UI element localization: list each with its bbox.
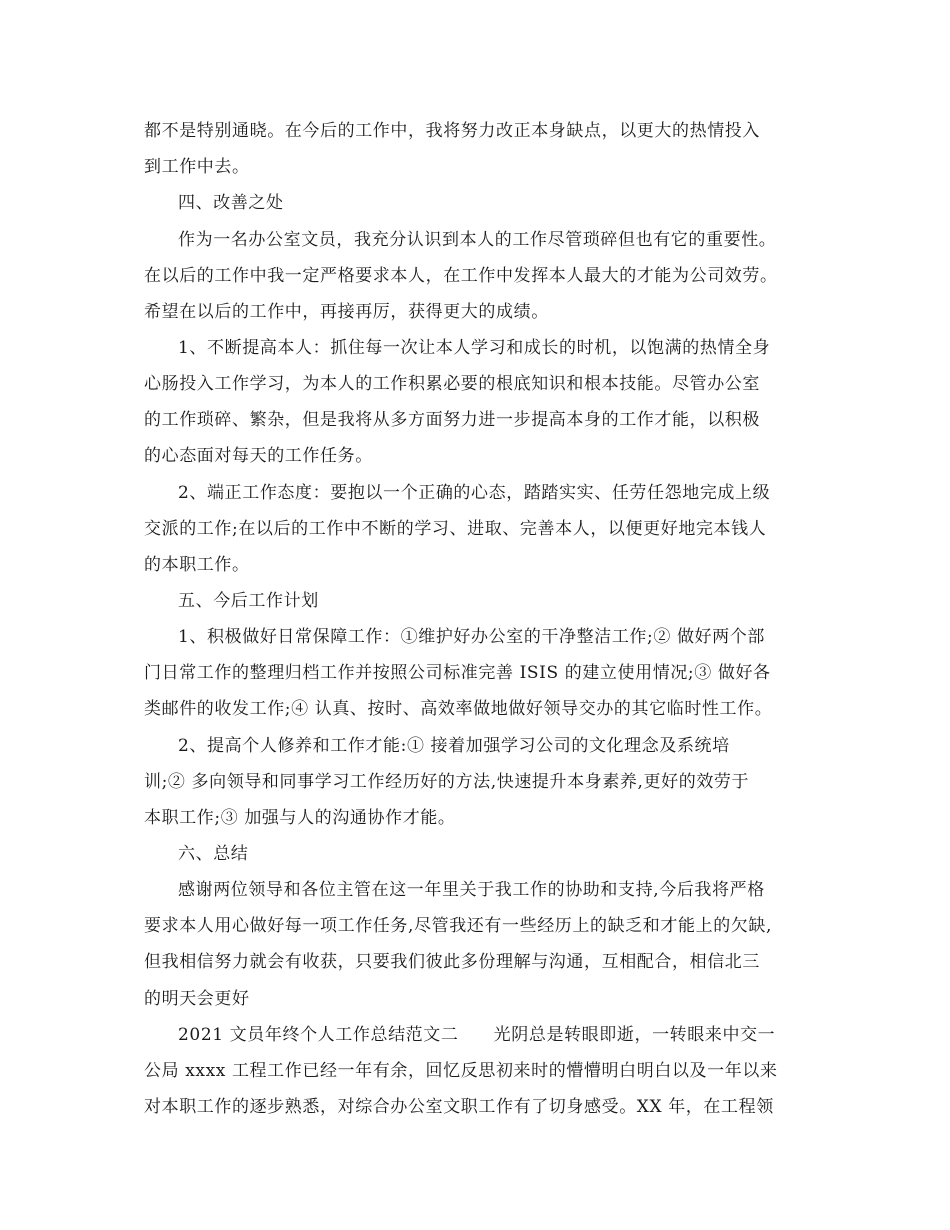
text-line: 本职工作;③ 加强与人的沟通协作才能。 <box>144 808 456 828</box>
text-line: 公局 xxxx 工程工作已经一年有余，回忆反思初来时的懵懵明白明白以及一年以来 <box>144 1061 778 1081</box>
text-line: 的工作琐碎、繁杂，但是我将从多方面努力进一步提高本身的工作才能，以积极 <box>144 410 760 430</box>
text-line: 1、积极做好日常保障工作：①维护好办公室的干净整洁工作;② 做好两个部 <box>178 627 765 647</box>
text-line: 对本职工作的逐步熟悉，对综合办公室文职工作有了切身感受。XX 年，在工程领 <box>144 1097 774 1117</box>
text-line: 都不是特别通晓。在今后的工作中，我将努力改正本身缺点，以更大的热情投入 <box>144 121 760 141</box>
text-line: 的明天会更好 <box>144 989 250 1009</box>
text-line: 2、端正工作态度：要抱以一个正确的心态，踏踏实实、任劳任怨地完成上级 <box>178 483 771 503</box>
text-line: 交派的工作;在以后的工作中不断的学习、进取、完善本人，以便更好地完本钱人 <box>144 519 767 539</box>
section-heading: 五、今后工作计划 <box>178 591 319 611</box>
text-line: 2、提高个人修养和工作才能:① 接着加强学习公司的文化理念及系统培 <box>178 736 730 756</box>
text-line: 训;② 多向领导和同事学习工作经历好的方法,快速提升本身素养,更好的效劳于 <box>144 772 750 792</box>
text-line: 2021 文员年终个人工作总结范文二 光阴总是转眼即逝，一转眼来中交一 <box>178 1025 776 1045</box>
text-line: 感谢两位领导和各位主管在这一年里关于我工作的协助和支持,今后我将严格 <box>178 880 765 900</box>
text-line: 心肠投入工作学习，为本人的工作积累必要的根底知识和根本技能。尽管办公室 <box>144 374 760 394</box>
text-line: 的心态面对每天的工作任务。 <box>144 446 373 466</box>
text-line: 门日常工作的整理归档工作并按照公司标准完善 ISIS 的建立使用情况;③ 做好各 <box>144 663 771 683</box>
text-line: 作为一名办公室文员，我充分认识到本人的工作尽管琐碎但也有它的重要性。 <box>178 230 777 250</box>
text-line: 要求本人用心做好每一项工作任务,尽管我还有一些经历上的缺乏和才能上的欠缺, <box>144 916 773 936</box>
text-line: 在以后的工作中我一定严格要求本人，在工作中发挥本人最大的才能为公司效劳。 <box>144 266 778 286</box>
text-line: 但我相信努力就会有收获，只要我们彼此多份理解与沟通，互相配合，相信北三 <box>144 952 760 972</box>
text-line: 类邮件的收发工作;④ 认真、按时、高效率做地做好领导交办的其它临时性工作。 <box>144 699 773 719</box>
text-line: 1、不断提高本人：抓住每一次让本人学习和成长的时机，以饱满的热情全身 <box>178 338 771 358</box>
section-heading: 四、改善之处 <box>178 193 284 213</box>
text-line: 到工作中去。 <box>144 157 250 177</box>
text-line: 的本职工作。 <box>144 555 250 575</box>
section-heading: 六、总结 <box>178 844 249 864</box>
text-line: 希望在以后的工作中，再接再厉，获得更大的成绩。 <box>144 302 549 322</box>
